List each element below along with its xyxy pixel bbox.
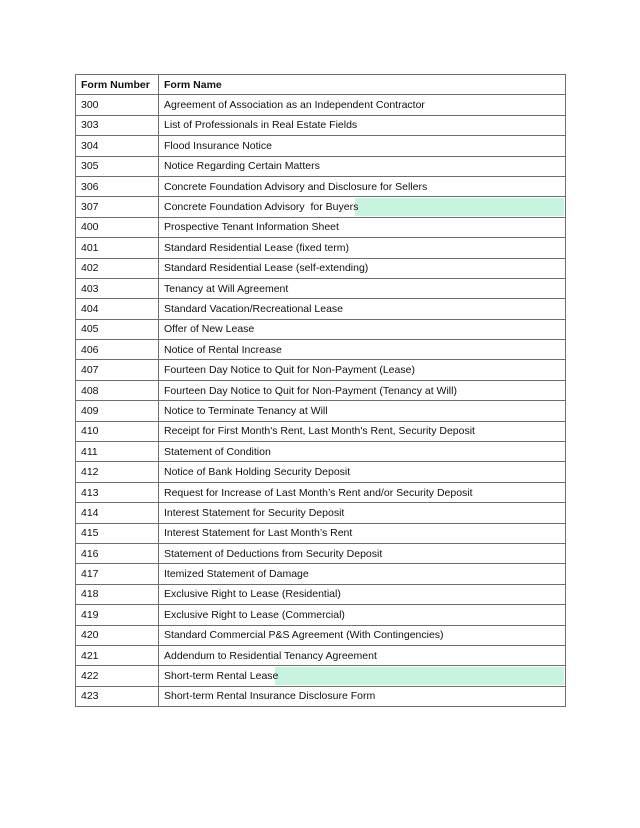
table-row xyxy=(76,625,566,645)
table-row xyxy=(76,543,566,563)
table-row xyxy=(76,299,566,319)
form-number-cell: 402 xyxy=(76,258,159,278)
table-row xyxy=(76,666,566,686)
form-name-cell xyxy=(159,115,566,135)
form-name-text: Standard Residential Lease (self-extending) xyxy=(164,262,369,275)
table-row xyxy=(76,482,566,502)
table-row xyxy=(76,238,566,258)
form-name-text: Fourteen Day Notice to Quit for Non-Payment (Lease) xyxy=(164,364,415,377)
form-number-cell: 404 xyxy=(76,299,159,319)
form-name-cell xyxy=(159,238,566,258)
form-name-cell xyxy=(159,625,566,645)
table-row xyxy=(76,319,566,339)
table-row xyxy=(76,645,566,665)
form-number-cell: 305 xyxy=(76,156,159,176)
form-name-text: Itemized Statement of Damage xyxy=(164,568,309,581)
form-name-cell xyxy=(159,421,566,441)
form-name-text: Offer of New Lease xyxy=(164,323,255,336)
form-name-cell xyxy=(159,503,566,523)
column-header-form-name: Form Name xyxy=(159,75,566,95)
form-number-cell: 411 xyxy=(76,442,159,462)
table-row xyxy=(76,278,566,298)
form-name-cell xyxy=(159,564,566,584)
table-row xyxy=(76,380,566,400)
form-name-text: Notice of Rental Increase xyxy=(164,343,282,356)
form-name-text: Flood Insurance Notice xyxy=(164,139,272,152)
form-number-cell: 408 xyxy=(76,380,159,400)
table-row xyxy=(76,462,566,482)
table-row xyxy=(76,197,566,217)
form-name-text: Addendum to Residential Tenancy Agreement xyxy=(164,649,377,662)
form-name-text: Notice Regarding Certain Matters xyxy=(164,160,320,173)
form-number-cell: 409 xyxy=(76,401,159,421)
form-name-cell xyxy=(159,299,566,319)
form-number-cell: 304 xyxy=(76,136,159,156)
form-name-cell xyxy=(159,340,566,360)
form-name-text: Notice to Terminate Tenancy at Will xyxy=(164,404,328,417)
table-row xyxy=(76,523,566,543)
form-number-cell: 416 xyxy=(76,543,159,563)
table-row xyxy=(76,156,566,176)
form-name-cell xyxy=(159,319,566,339)
table-row xyxy=(76,95,566,115)
form-name-text: Short-term Rental Lease xyxy=(164,670,279,683)
form-name-cell xyxy=(159,176,566,196)
form-name-text: Receipt for First Month's Rent, Last Month's Rent, Security Deposit xyxy=(164,425,475,438)
table-row xyxy=(76,258,566,278)
form-name-cell xyxy=(159,156,566,176)
table-row xyxy=(76,421,566,441)
form-name-text: Request for Increase of Last Month’s Rent and/or Security Deposit xyxy=(164,486,473,499)
table-header-row xyxy=(76,75,566,95)
form-name-text: Interest Statement for Security Deposit xyxy=(164,506,345,519)
form-number-cell: 306 xyxy=(76,176,159,196)
form-name-cell xyxy=(159,217,566,237)
form-number-cell: 423 xyxy=(76,686,159,706)
form-name-text: Fourteen Day Notice to Quit for Non-Payment (Tenancy at Will) xyxy=(164,384,457,397)
column-header-form-number: Form Number xyxy=(76,75,159,95)
form-name-cell xyxy=(159,380,566,400)
form-name-text: Short-term Rental Insurance Disclosure Form xyxy=(164,690,376,703)
form-name-cell xyxy=(159,666,566,686)
form-name-text: Concrete Foundation Advisory and Disclosure for Sellers xyxy=(164,180,428,193)
form-number-cell: 419 xyxy=(76,605,159,625)
table-row xyxy=(76,360,566,380)
form-number-cell: 420 xyxy=(76,625,159,645)
form-number-cell: 421 xyxy=(76,645,159,665)
form-name-cell xyxy=(159,136,566,156)
form-name-cell xyxy=(159,442,566,462)
form-name-text: Interest Statement for Last Month’s Rent xyxy=(164,527,353,540)
table-row xyxy=(76,605,566,625)
form-name-cell xyxy=(159,401,566,421)
form-name-cell xyxy=(159,462,566,482)
form-number-cell: 405 xyxy=(76,319,159,339)
form-number-cell: 418 xyxy=(76,584,159,604)
form-number-cell: 417 xyxy=(76,564,159,584)
table-row xyxy=(76,442,566,462)
form-number-cell: 307 xyxy=(76,197,159,217)
form-number-cell: 406 xyxy=(76,340,159,360)
form-name-text: Concrete Foundation Advisory for Buyers xyxy=(164,201,359,214)
form-number-cell: 410 xyxy=(76,421,159,441)
form-name-cell xyxy=(159,197,566,217)
form-name-text: Notice of Bank Holding Security Deposit xyxy=(164,466,351,479)
form-number-cell: 414 xyxy=(76,503,159,523)
table-row xyxy=(76,115,566,135)
form-number-cell: 412 xyxy=(76,462,159,482)
form-number-cell: 422 xyxy=(76,666,159,686)
form-number-cell: 401 xyxy=(76,238,159,258)
table-row xyxy=(76,686,566,706)
table-row xyxy=(76,217,566,237)
table-row xyxy=(76,584,566,604)
forms-table xyxy=(75,74,566,707)
table-row xyxy=(76,503,566,523)
form-number-cell: 303 xyxy=(76,115,159,135)
table-row xyxy=(76,136,566,156)
form-name-cell xyxy=(159,543,566,563)
form-name-text: Standard Vacation/Recreational Lease xyxy=(164,302,344,315)
form-number-cell: 400 xyxy=(76,217,159,237)
form-name-text: Agreement of Association as an Independent Contractor xyxy=(164,99,425,112)
form-name-text: Exclusive Right to Lease (Commercial) xyxy=(164,608,345,621)
table-row xyxy=(76,176,566,196)
form-number-cell: 403 xyxy=(76,278,159,298)
form-name-text: Standard Commercial P&S Agreement (With Contingencies) xyxy=(164,629,444,642)
form-name-cell xyxy=(159,482,566,502)
form-name-text: Prospective Tenant Information Sheet xyxy=(164,221,339,234)
highlight-mark xyxy=(355,198,564,215)
form-name-text: List of Professionals in Real Estate Fields xyxy=(164,119,358,132)
form-name-text: Statement of Deductions from Security Deposit xyxy=(164,547,383,560)
form-name-cell xyxy=(159,584,566,604)
table-row xyxy=(76,401,566,421)
highlight-mark xyxy=(275,667,564,684)
form-number-cell: 407 xyxy=(76,360,159,380)
form-name-cell xyxy=(159,258,566,278)
form-name-cell xyxy=(159,645,566,665)
form-name-text: Standard Residential Lease (fixed term) xyxy=(164,241,350,254)
form-number-cell: 415 xyxy=(76,523,159,543)
form-number-cell: 413 xyxy=(76,482,159,502)
form-name-text: Exclusive Right to Lease (Residential) xyxy=(164,588,341,601)
table-row xyxy=(76,340,566,360)
form-name-cell xyxy=(159,686,566,706)
form-number-cell: 300 xyxy=(76,95,159,115)
form-name-cell xyxy=(159,605,566,625)
form-name-cell xyxy=(159,278,566,298)
form-name-cell xyxy=(159,523,566,543)
form-name-cell xyxy=(159,360,566,380)
form-name-cell xyxy=(159,95,566,115)
form-name-text: Tenancy at Will Agreement xyxy=(164,282,289,295)
table-row xyxy=(76,564,566,584)
form-name-text: Statement of Condition xyxy=(164,445,271,458)
